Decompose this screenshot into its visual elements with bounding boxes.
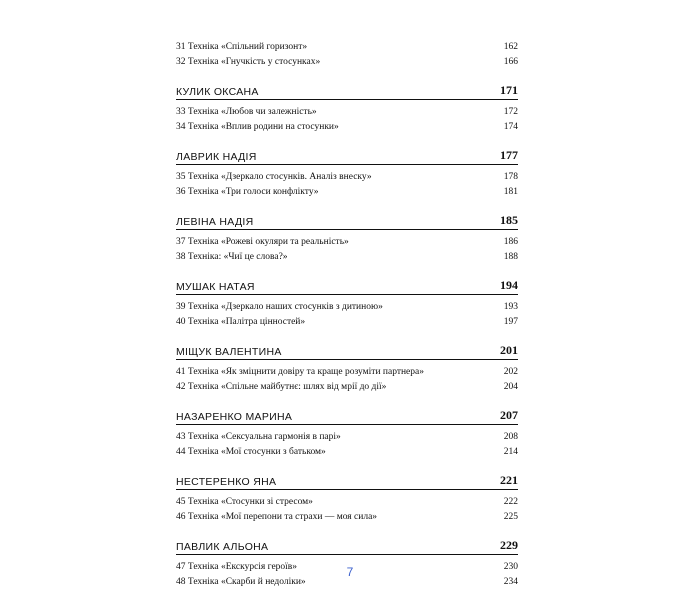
toc-entry-page: 186 xyxy=(503,237,518,247)
toc-section-heading[interactable] xyxy=(176,145,518,165)
toc-entry-page: 162 xyxy=(503,42,518,52)
toc-entry-title: 45 Техніка «Стосунки зі стресом» xyxy=(176,497,313,507)
toc-section-heading[interactable] xyxy=(176,80,518,100)
section-author-name: НАЗАРЕНКО МАРИНА xyxy=(176,411,293,423)
section-page-number: 177 xyxy=(500,148,518,162)
toc-entry-page: 166 xyxy=(503,57,518,67)
toc-entry[interactable] xyxy=(176,445,518,460)
toc-group xyxy=(176,470,518,525)
toc-entry[interactable] xyxy=(176,235,518,250)
toc-entry-page: 208 xyxy=(503,432,518,442)
toc-entry-page: 214 xyxy=(503,447,518,457)
toc-entry-page: 204 xyxy=(503,382,518,392)
section-page-number: 171 xyxy=(500,83,518,97)
toc-entry-page: 234 xyxy=(503,577,518,587)
toc-section-heading[interactable] xyxy=(176,470,518,490)
table-of-contents xyxy=(176,40,518,590)
toc-entry-page: 174 xyxy=(503,122,518,132)
toc-group xyxy=(176,40,518,70)
toc-entry[interactable] xyxy=(176,315,518,330)
section-author-name: МІЩУК ВАЛЕНТИНА xyxy=(176,346,282,358)
toc-entry-title: 40 Техніка «Палітра цінностей» xyxy=(176,317,306,327)
section-page-number: 221 xyxy=(500,473,518,487)
toc-entry-title: 37 Техніка «Рожеві окуляри та реальність» xyxy=(176,237,349,247)
toc-entry-title: 41 Техніка «Як зміцнити довіру та краще розуміти партнера» xyxy=(176,367,424,377)
toc-entry[interactable] xyxy=(176,170,518,185)
toc-entry-page: 230 xyxy=(503,562,518,572)
toc-group xyxy=(176,145,518,200)
toc-entry-title: 36 Техніка «Три голоси конфлікту» xyxy=(176,187,319,197)
toc-entry[interactable] xyxy=(176,120,518,135)
section-page-number: 201 xyxy=(500,343,518,357)
toc-entry-page: 181 xyxy=(503,187,518,197)
toc-entry-title: 35 Техніка «Дзеркало стосунків. Аналіз внеску» xyxy=(176,172,372,182)
toc-entry[interactable] xyxy=(176,430,518,445)
toc-entry[interactable] xyxy=(176,365,518,380)
section-page-number: 194 xyxy=(500,278,518,292)
toc-section-heading[interactable] xyxy=(176,210,518,230)
toc-entry-title: 38 Техніка: «Чиї це слова?» xyxy=(176,252,288,262)
toc-section-heading[interactable] xyxy=(176,340,518,360)
page-number: 7 xyxy=(346,565,354,579)
toc-entry-page: 225 xyxy=(503,512,518,522)
toc-entry[interactable] xyxy=(176,105,518,120)
toc-group xyxy=(176,405,518,460)
toc-group xyxy=(176,340,518,395)
toc-group xyxy=(176,535,518,590)
section-author-name: ЛАВРИК НАДІЯ xyxy=(176,151,257,163)
toc-entry-page: 178 xyxy=(503,172,518,182)
toc-entry-page: 202 xyxy=(503,367,518,377)
toc-entry-title: 47 Техніка «Екскурсія героїв» xyxy=(176,562,298,572)
toc-entry-title: 34 Техніка «Вплив родини на стосунки» xyxy=(176,122,339,132)
section-author-name: КУЛИК ОКСАНА xyxy=(176,86,259,98)
toc-entry-title: 33 Техніка «Любов чи залежність» xyxy=(176,107,317,117)
section-author-name: ПАВЛИК АЛЬОНА xyxy=(176,541,269,553)
toc-entry-page: 172 xyxy=(503,107,518,117)
toc-group xyxy=(176,275,518,330)
toc-entry[interactable] xyxy=(176,495,518,510)
toc-entry[interactable] xyxy=(176,185,518,200)
toc-entry-page: 188 xyxy=(503,252,518,262)
toc-entry-title: 48 Техніка «Скарби й недоліки» xyxy=(176,577,306,587)
toc-section-heading[interactable] xyxy=(176,535,518,555)
section-page-number: 207 xyxy=(500,408,518,422)
toc-section-heading[interactable] xyxy=(176,405,518,425)
toc-entry[interactable] xyxy=(176,510,518,525)
toc-entry-page: 222 xyxy=(503,497,518,507)
toc-entry-title: 32 Техніка «Гнучкість у стосунках» xyxy=(176,57,321,67)
toc-entry-title: 31 Техніка «Спільний горизонт» xyxy=(176,42,308,52)
section-page-number: 185 xyxy=(500,213,518,227)
toc-entry-title: 43 Техніка «Сексуальна гармонія в парі» xyxy=(176,432,341,442)
toc-entry-page: 197 xyxy=(503,317,518,327)
toc-entry-title: 46 Техніка «Мої перепони та страхи — моя сила» xyxy=(176,512,378,522)
toc-entry[interactable] xyxy=(176,55,518,70)
toc-entry[interactable] xyxy=(176,40,518,55)
toc-section-heading[interactable] xyxy=(176,275,518,295)
section-page-number: 229 xyxy=(500,538,518,552)
toc-entry-title: 44 Техніка «Мої стосунки з батьком» xyxy=(176,447,326,457)
toc-entry-title: 39 Техніка «Дзеркало наших стосунків з дитиною» xyxy=(176,302,383,312)
section-author-name: ЛЕВІНА НАДІЯ xyxy=(176,216,254,228)
toc-entry[interactable] xyxy=(176,380,518,395)
toc-entry-title: 42 Техніка «Спільне майбутнє: шлях від мрії до дії» xyxy=(176,382,387,392)
toc-group xyxy=(176,210,518,265)
toc-entry-page: 193 xyxy=(503,302,518,312)
section-author-name: МУШАК НАТАЯ xyxy=(176,281,255,293)
section-author-name: НЕСТЕРЕНКО ЯНА xyxy=(176,476,277,488)
toc-entry[interactable] xyxy=(176,250,518,265)
toc-group xyxy=(176,80,518,135)
toc-entry[interactable] xyxy=(176,300,518,315)
